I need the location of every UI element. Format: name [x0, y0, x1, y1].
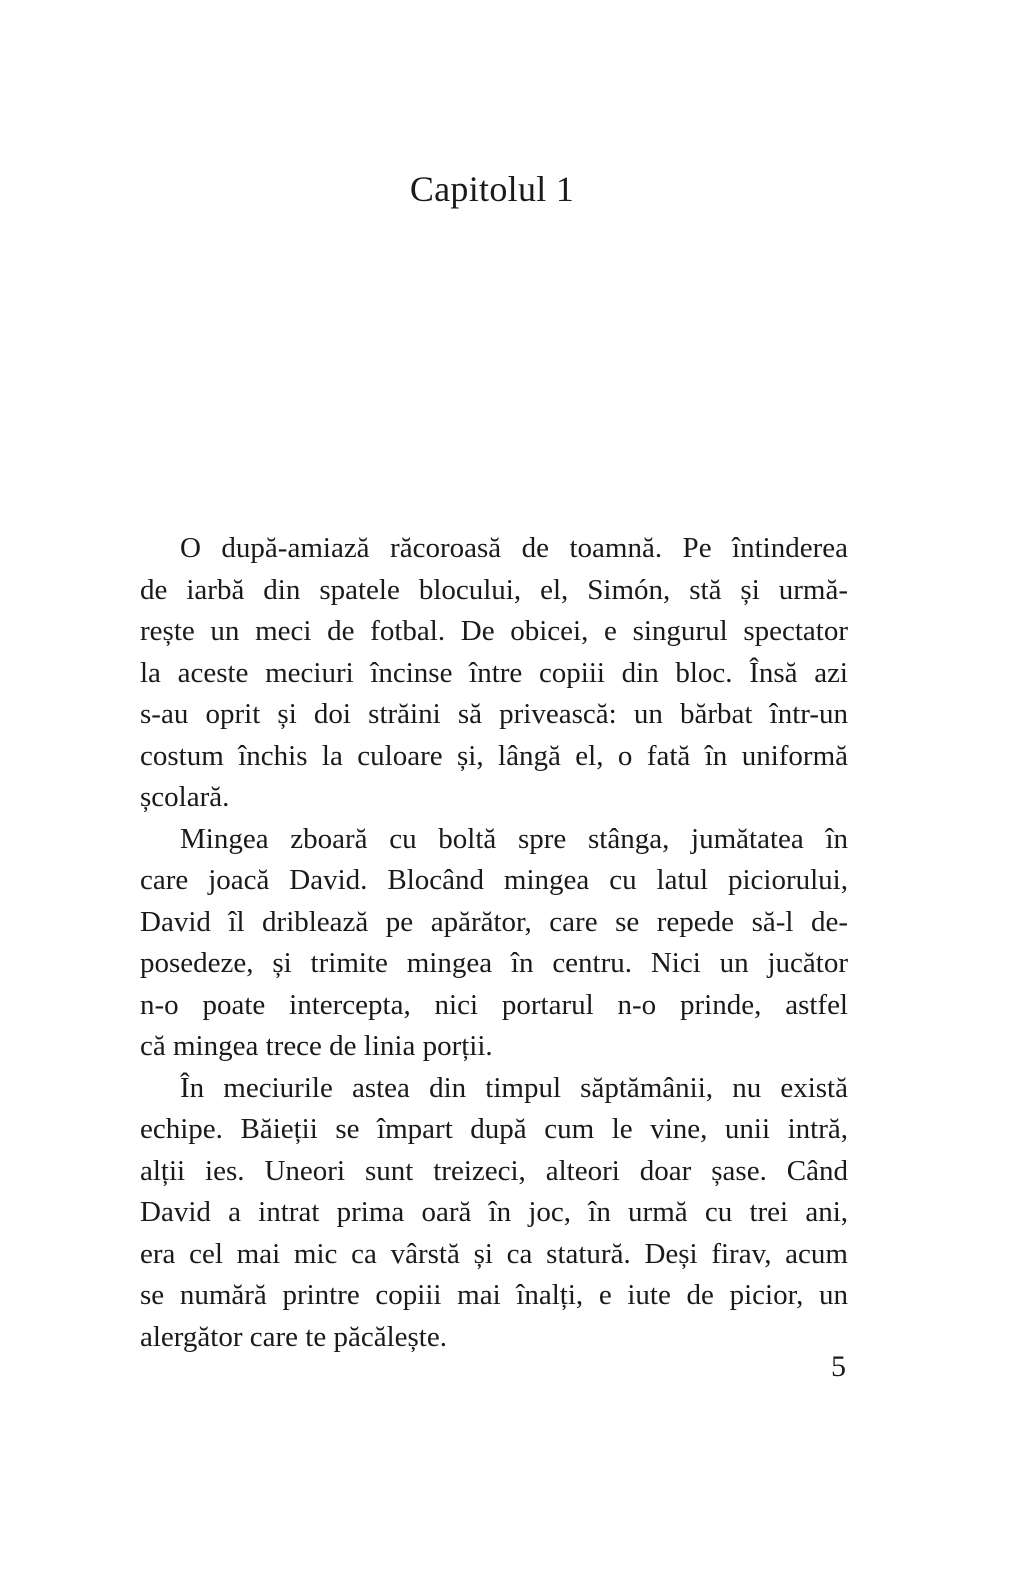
text-line: David îl driblează pe apărător, care se repede să-l de- — [140, 905, 848, 938]
text-line: n-o poate intercepta, nici portarul n-o prinde, astfel — [140, 988, 848, 1021]
text-line: posedeze, și trimite mingea în centru. Nici un jucător — [140, 947, 848, 979]
text-line: care joacă David. Blocând mingea cu latul piciorului, — [140, 864, 848, 896]
chapter-title: Capitolul 1 — [409, 169, 575, 209]
text-line: școlară. — [140, 781, 230, 813]
page-number: 5 — [831, 1350, 846, 1383]
text-line: era cel mai mic ca vârstă și ca statură. Deși firav, acum — [140, 1237, 848, 1270]
paragraph-2 — [140, 819, 848, 1068]
text-line: s-au oprit și doi străini să privească: un bărbat într-un — [140, 698, 848, 730]
text-line: costum închis la culoare și, lângă el, o fată în uniformă — [140, 739, 848, 772]
text-line: echipe. Băieții se împart după cum le vine, unii intră, — [140, 1113, 848, 1145]
text-line: de iarbă din spatele blocului, el, Simón, stă și urmă- — [140, 573, 848, 606]
body-text — [140, 528, 848, 1358]
paragraph-3 — [140, 1068, 848, 1359]
text-line: se numără printre copiii mai înalți, e iute de picior, un — [140, 1279, 848, 1311]
text-line: rește un meci de fotbal. De obicei, e singurul spectator — [140, 615, 848, 647]
text-line: că mingea trece de linia porții. — [140, 1030, 493, 1062]
text-line: O după-amiază răcoroasă de toamnă. Pe întinderea — [180, 532, 848, 564]
text-line: În meciurile astea din timpul săptămânii, nu există — [180, 1071, 848, 1104]
text-line: alergător care te păcălește. — [140, 1320, 447, 1353]
text-line: alții ies. Uneori sunt treizeci, alteori doar șase. Când — [140, 1154, 848, 1187]
paragraph-1 — [140, 528, 848, 819]
text-line: David a intrat prima oară în joc, în urmă cu trei ani, — [140, 1196, 848, 1228]
text-line: la aceste meciuri încinse între copiii din bloc. Însă azi — [140, 656, 848, 689]
text-line: Mingea zboară cu boltă spre stânga, jumătatea în — [180, 822, 848, 855]
